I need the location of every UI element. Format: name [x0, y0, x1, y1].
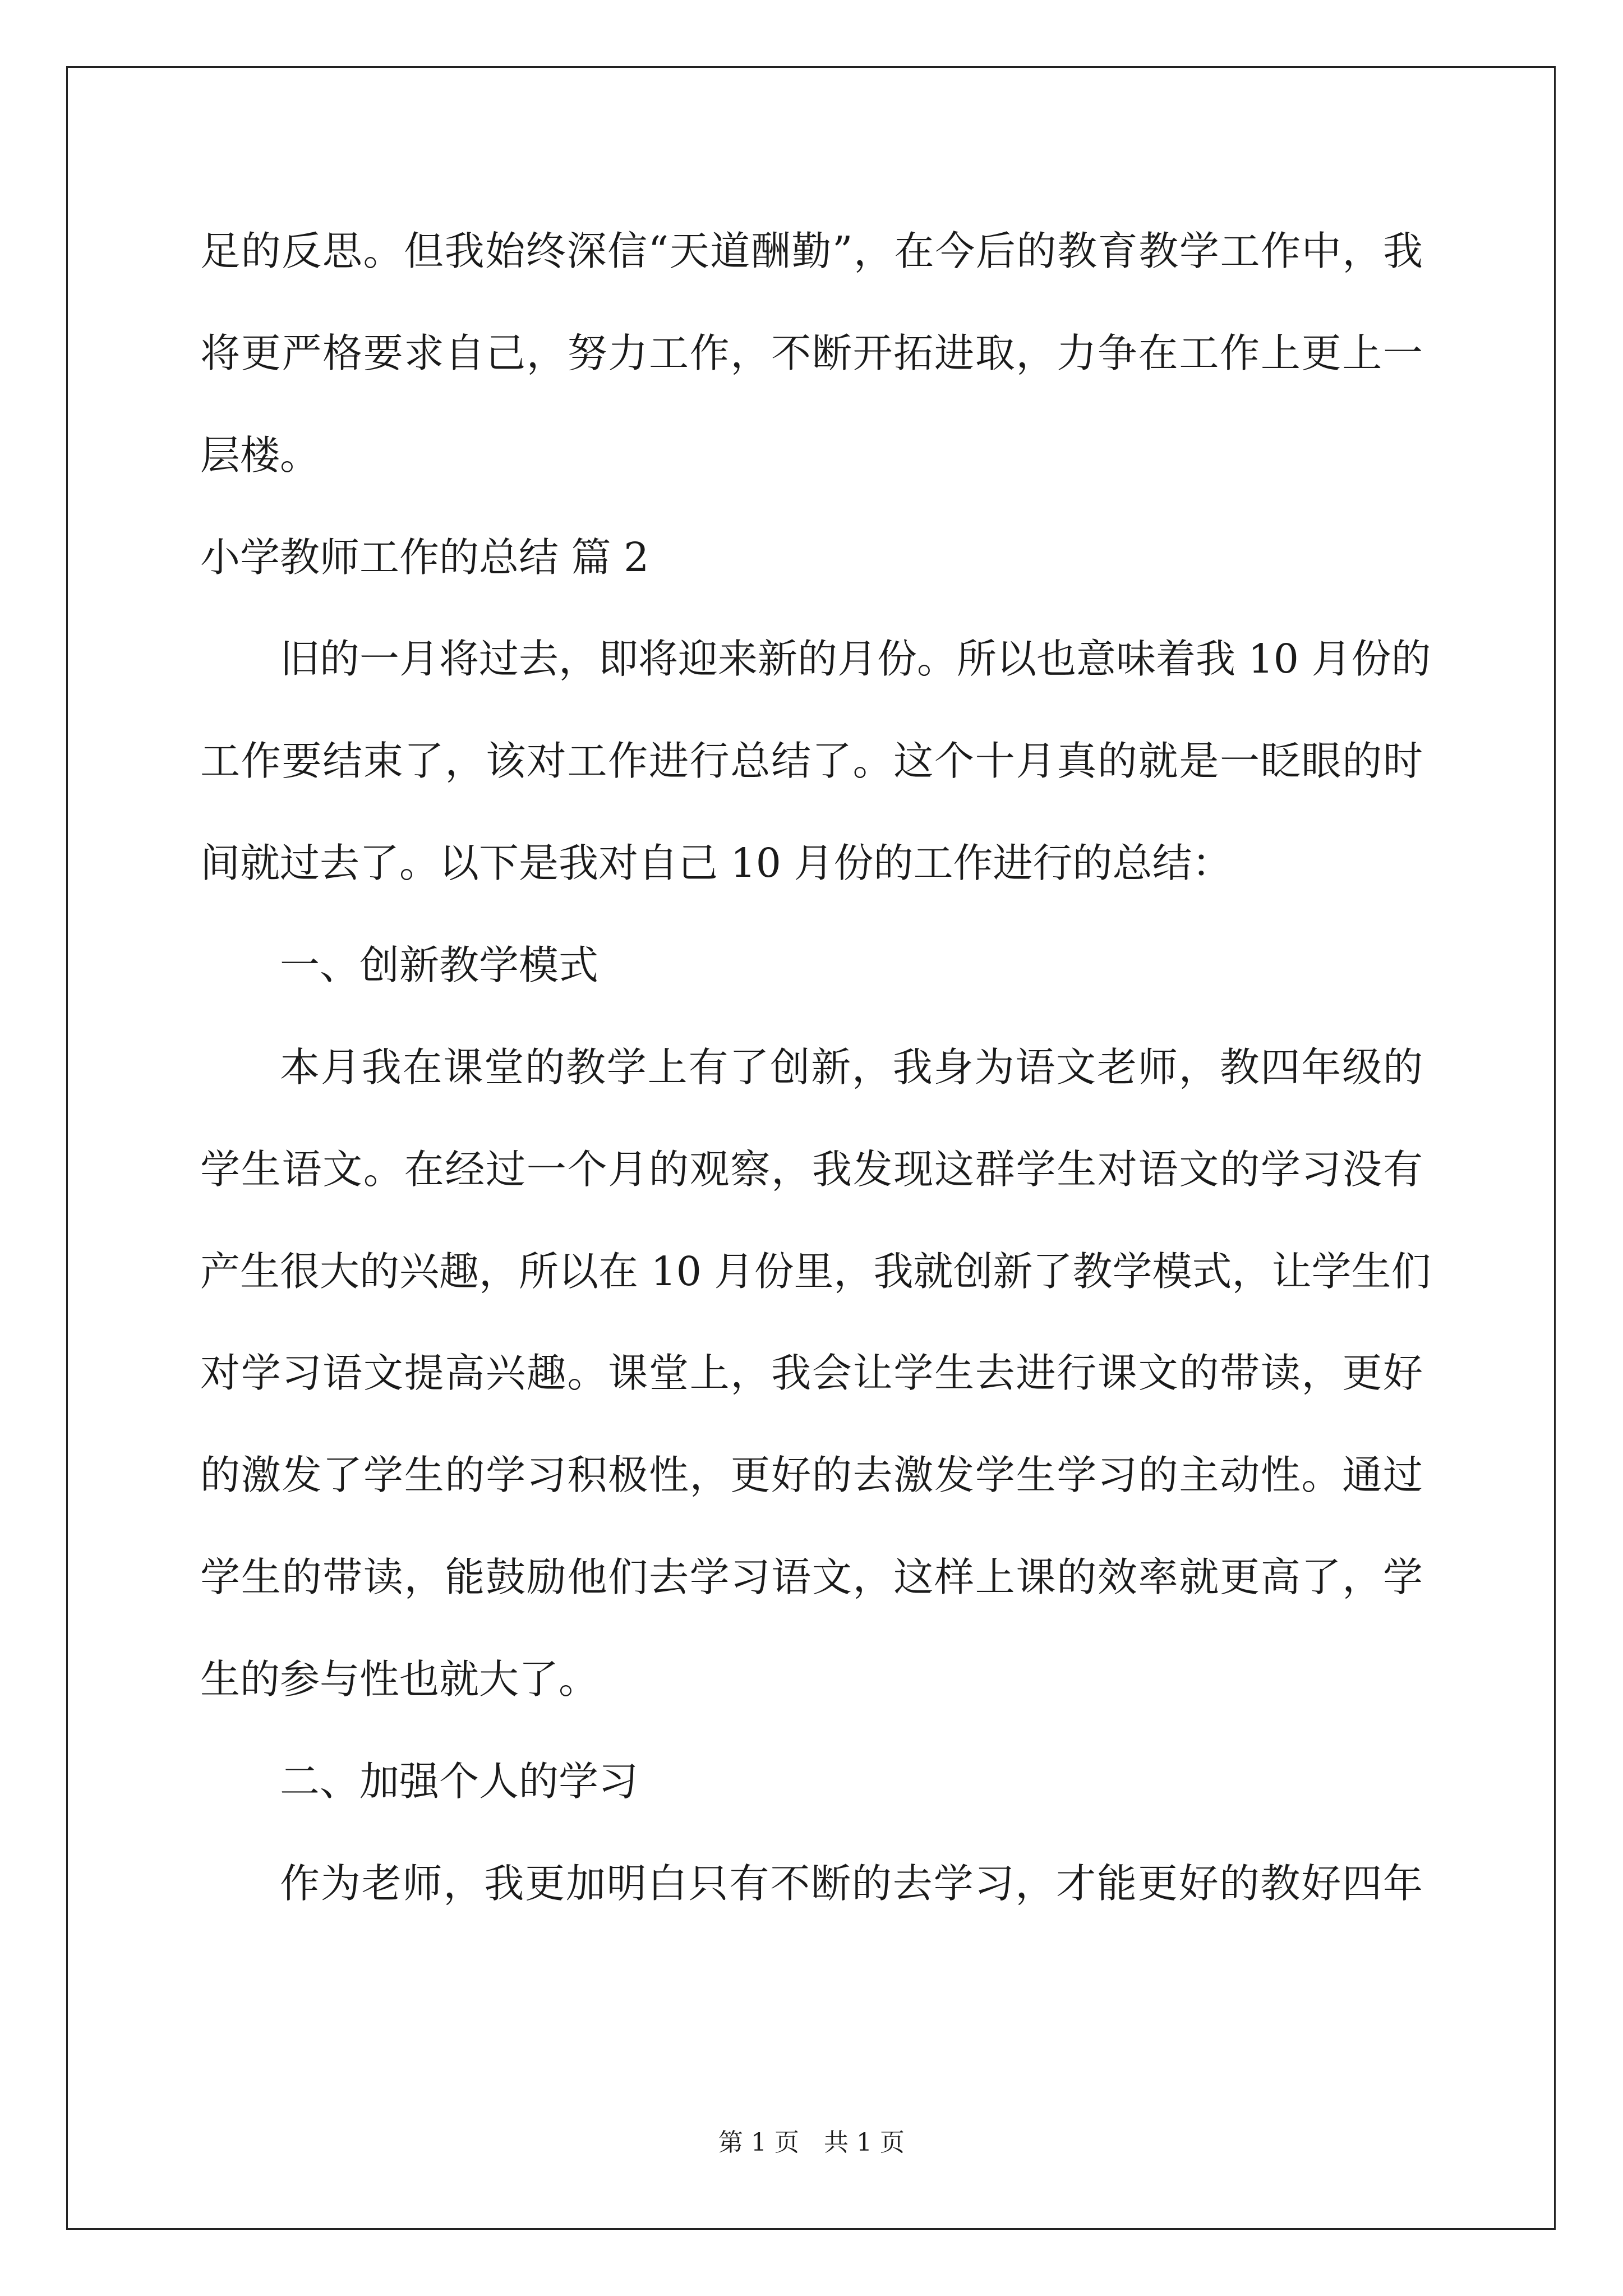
- text-line-5: 旧的一月将过去，即将迎来新的月份。所以也意味着我 10 月份的: [280, 636, 1431, 682]
- text-line-3: 层楼。: [200, 432, 320, 478]
- text-line-14: 学生的带读，能鼓励他们去学习语文，这样上课的效率就更高了，学: [200, 1554, 1423, 1600]
- text-line-12: 对学习语文提高兴趣。课堂上，我会让学生去进行课文的带读，更好: [200, 1350, 1423, 1396]
- text-line-10: 学生语文。在经过一个月的观察，我发现这群学生对语文的学习没有: [200, 1146, 1423, 1193]
- text-line-9: 本月我在课堂的教学上有了创新，我身为语文老师，教四年级的: [280, 1044, 1423, 1091]
- text-line-6: 工作要结束了，该对工作进行总结了。这个十月真的就是一眨眼的时: [200, 738, 1423, 784]
- text-line-15: 生的参与性也就大了。: [200, 1656, 599, 1703]
- text-line-2: 将更严格要求自己，努力工作，不断开拓进取，力争在工作上更上一: [200, 330, 1423, 376]
- text-line-11: 产生很大的兴趣，所以在 10 月份里，我就创新了教学模式，让学生们: [200, 1248, 1431, 1295]
- text-line-17: 作为老师，我更加明白只有不断的去学习，才能更好的教好四年: [280, 1860, 1423, 1907]
- text-line-1: 足的反思。但我始终深信“天道酬勤”，在今后的教育教学工作中，我: [200, 228, 1423, 274]
- text-line-13: 的激发了学生的学习积极性，更好的去激发学生学习的主动性。通过: [200, 1452, 1423, 1498]
- subheading-learning: 二、加强个人的学习: [280, 1758, 639, 1805]
- section-heading: 小学教师工作的总结 篇 2: [200, 534, 649, 581]
- page-footer: 第 1 页 共 1 页: [718, 2128, 905, 2157]
- text-line-7: 间就过去了。以下是我对自己 10 月份的工作进行的总结：: [200, 840, 1232, 886]
- subheading-innovation: 一、创新教学模式: [280, 942, 599, 988]
